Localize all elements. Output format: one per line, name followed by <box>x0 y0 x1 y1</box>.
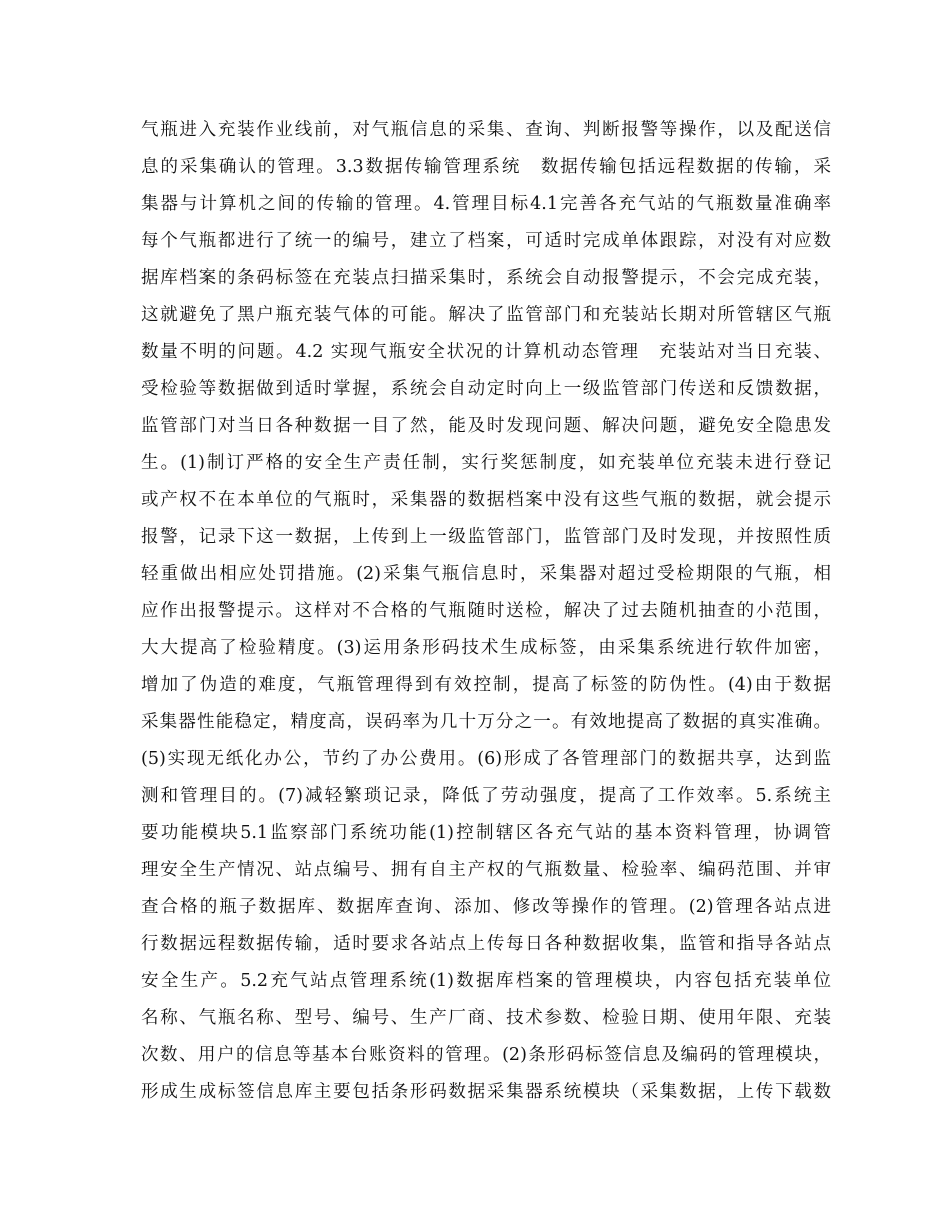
text-line: 这就避免了黑户瓶充装气体的可能。解决了监管部门和充装站长期对所管辖区气瓶 <box>141 305 831 325</box>
text-line: 数量不明的问题。4.2 实现气瓶安全状况的计算机动态管理 充装站对当日充装、 <box>141 342 831 362</box>
text-line: (5)实现无纸化办公，节约了办公费用。(6)形成了各管理部门的数据共享，达到监 <box>141 749 831 769</box>
text-line: 安全生产。5.2充气站点管理系统(1)数据库档案的管理模块，内容包括充装单位 <box>141 971 831 991</box>
text-line: 或产权不在本单位的气瓶时，采集器的数据档案中没有这些气瓶的数据，就会提示 <box>141 490 831 510</box>
text-line: 轻重做出相应处罚措施。(2)采集气瓶信息时，采集器对超过受检期限的气瓶，相 <box>141 564 831 584</box>
text-line: 气瓶进入充装作业线前，对气瓶信息的采集、查询、判断报警等操作，以及配送信 <box>141 120 831 140</box>
text-line: 形成生成标签信息库主要包括条形码数据采集器系统模块（采集数据，上传下载数 <box>141 1082 831 1102</box>
text-line: 大大提高了检验精度。(3)运用条形码技术生成标签，由采集系统进行软件加密， <box>141 638 831 658</box>
text-line: 测和管理目的。(7)减轻繁琐记录，降低了劳动强度，提高了工作效率。5.系统主 <box>141 786 831 806</box>
text-line: 据库档案的条码标签在充装点扫描采集时，系统会自动报警提示，不会完成充装， <box>141 268 831 288</box>
text-line: 受检验等数据做到适时掌握，系统会自动定时向上一级监管部门传送和反馈数据， <box>141 379 831 399</box>
text-line: 行数据远程数据传输，适时要求各站点上传每日各种数据收集，监管和指导各站点 <box>141 934 831 954</box>
text-line: 应作出报警提示。这样对不合格的气瓶随时送检，解决了过去随机抽查的小范围， <box>141 601 831 621</box>
text-line: 要功能模块5.1监察部门系统功能(1)控制辖区各充气站的基本资料管理，协调管 <box>141 823 831 843</box>
text-line: 集器与计算机之间的传输的管理。4.管理目标4.1完善各充气站的气瓶数量准确率 <box>141 194 831 214</box>
body-text <box>141 112 831 1111</box>
text-line: 每个气瓶都进行了统一的编号，建立了档案，可适时完成单体跟踪，对没有对应数 <box>141 231 831 251</box>
text-line: 息的采集确认的管理。3.3数据传输管理系统 数据传输包括远程数据的传输，采 <box>141 157 831 177</box>
text-line: 次数、用户的信息等基本台账资料的管理。(2)条形码标签信息及编码的管理模块， <box>141 1045 831 1065</box>
text-line: 增加了伪造的难度，气瓶管理得到有效控制，提高了标签的防伪性。(4)由于数据 <box>141 675 831 695</box>
text-line: 查合格的瓶子数据库、数据库查询、添加、修改等操作的管理。(2)管理各站点进 <box>141 897 831 917</box>
text-line: 报警，记录下这一数据，上传到上一级监管部门，监管部门及时发现，并按照性质 <box>141 527 831 547</box>
text-line: 名称、气瓶名称、型号、编号、生产厂商、技术参数、检验日期、使用年限、充装 <box>141 1008 831 1028</box>
text-line: 理安全生产情况、站点编号、拥有自主产权的气瓶数量、检验率、编码范围、并审 <box>141 860 831 880</box>
text-line: 采集器性能稳定，精度高，误码率为几十万分之一。有效地提高了数据的真实准确。 <box>141 712 831 732</box>
text-line: 生。(1)制订严格的安全生产责任制，实行奖惩制度，如充装单位充装未进行登记 <box>141 453 831 473</box>
text-line: 监管部门对当日各种数据一目了然，能及时发现问题、解决问题，避免安全隐患发 <box>141 416 831 436</box>
